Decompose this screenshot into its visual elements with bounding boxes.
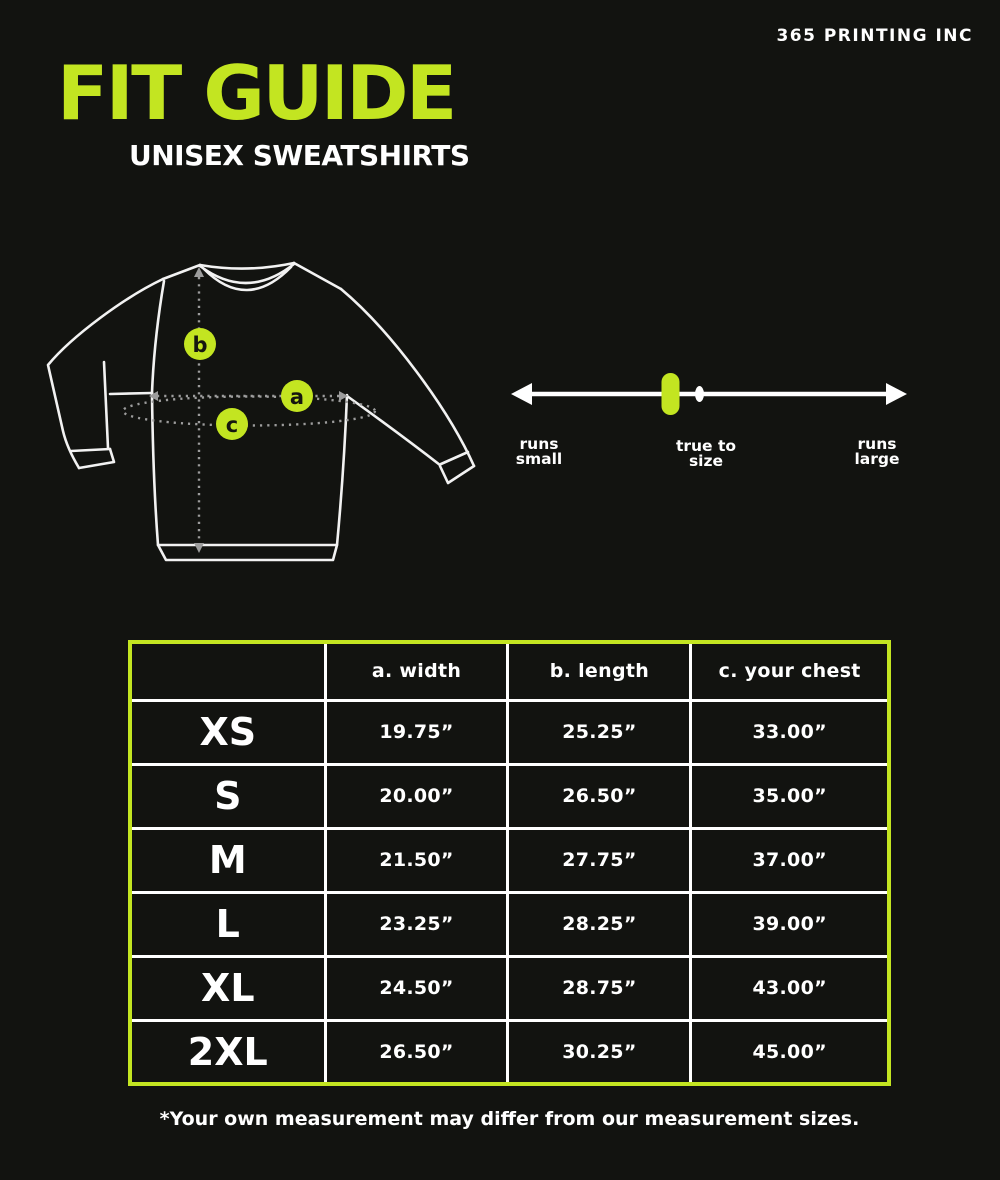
scale-arrow-left-icon (511, 383, 532, 405)
chest-cell: 35.00” (691, 764, 889, 828)
length-arrow-down-icon (194, 543, 204, 553)
table-row (130, 956, 889, 1020)
fit-scale (495, 365, 935, 425)
left-underarm (110, 393, 152, 394)
table-row (130, 892, 889, 956)
table-row (130, 700, 889, 764)
width-cell: 26.50” (325, 1020, 508, 1084)
page-title: FIT GUIDE (57, 49, 455, 137)
scale-label-line: runs (857, 435, 897, 453)
header-width-cell: a. width (325, 642, 508, 700)
hem-band (158, 545, 337, 560)
size-cell: XL (130, 956, 325, 1020)
marker-a-label: a (289, 385, 305, 409)
left-sleeve-seam (104, 362, 108, 448)
marker-c-label: c (225, 413, 239, 437)
body-right-edge (337, 395, 347, 545)
width-cell: 19.75” (325, 700, 508, 764)
collar (200, 263, 294, 269)
table-row (130, 828, 889, 892)
header-length-cell: b. length (508, 642, 691, 700)
sizing-table (128, 640, 891, 1086)
sizing-table-body (130, 700, 889, 1084)
size-cell: 2XL (130, 1020, 325, 1084)
body-left-edge (152, 393, 158, 545)
chest-cell: 43.00” (691, 956, 889, 1020)
chest-measure-ellipse (123, 397, 375, 426)
brand-name: 365 PRINTING INC (776, 26, 973, 46)
width-cell: 24.50” (325, 956, 508, 1020)
size-cell: L (130, 892, 325, 956)
collar-band-lower (204, 267, 291, 290)
scale-arrow-right-icon (886, 383, 907, 405)
scale-label-runs-large (827, 437, 927, 466)
right-sleeve-seam (347, 396, 440, 465)
page-subtitle: UNISEX SWEATSHIRTS (129, 139, 470, 172)
table-row (130, 764, 889, 828)
fit-indicator-marker (662, 373, 680, 415)
marker-badges (184, 328, 313, 440)
footnote: *Your own measurement may differ from our measurement sizes. (159, 1108, 860, 1130)
header-size-cell (130, 642, 325, 700)
marker-b-label: b (192, 333, 208, 357)
sweatshirt-diagram (25, 240, 495, 580)
scale-label-line: large (854, 449, 900, 468)
left-cuff-end (79, 449, 114, 468)
sweatshirt-outline (48, 263, 474, 560)
header-chest-cell: c. your chest (691, 642, 889, 700)
scale-label-runs-small (489, 437, 589, 466)
width-cell: 23.25” (325, 892, 508, 956)
size-cell: XS (130, 700, 325, 764)
length-cell: 25.25” (508, 700, 691, 764)
table-row (130, 1020, 889, 1084)
scale-center-dot (695, 386, 704, 402)
size-cell: S (130, 764, 325, 828)
length-cell: 28.25” (508, 892, 691, 956)
scale-label-true-to-size (656, 439, 756, 468)
scale-label-line: true to (675, 437, 737, 455)
right-cuff-end (440, 466, 474, 483)
table-header-row (130, 642, 889, 700)
length-cell: 30.25” (508, 1020, 691, 1084)
chest-cell: 45.00” (691, 1020, 889, 1084)
length-cell: 27.75” (508, 828, 691, 892)
size-cell: M (130, 828, 325, 892)
chest-cell: 33.00” (691, 700, 889, 764)
width-cell: 21.50” (325, 828, 508, 892)
scale-label-line: size (688, 451, 724, 470)
right-shoulder (294, 263, 341, 289)
left-armhole (152, 281, 164, 393)
length-cell: 26.50” (508, 764, 691, 828)
chest-cell: 39.00” (691, 892, 889, 956)
left-cuff-band (71, 449, 110, 451)
chest-cell: 37.00” (691, 828, 889, 892)
right-cuff-band (441, 452, 468, 464)
scale-label-line: runs (519, 435, 559, 453)
length-cell: 28.75” (508, 956, 691, 1020)
width-cell: 20.00” (325, 764, 508, 828)
scale-label-line: small (515, 449, 563, 468)
